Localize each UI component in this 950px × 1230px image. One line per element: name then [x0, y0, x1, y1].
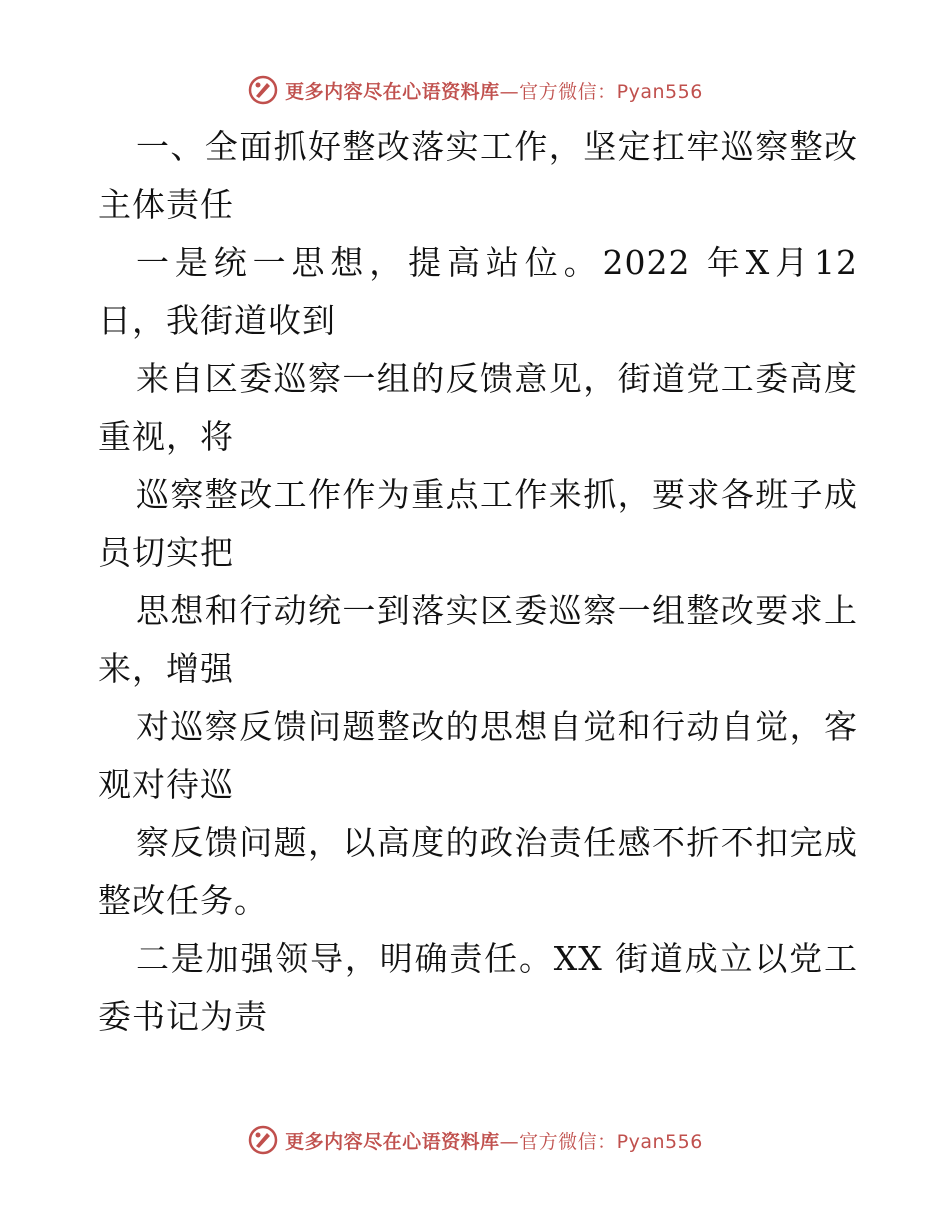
- header-banner-separator: —: [499, 80, 520, 103]
- footer-banner-brand: 更多内容尽在心语资料库: [285, 1130, 500, 1153]
- body-paragraph: 对巡察反馈问题整改的思想自觉和行动自觉，客观对待巡: [98, 707, 858, 804]
- footer-watermark-banner: [0, 1120, 950, 1160]
- footer-banner-separator: —: [499, 1130, 520, 1153]
- body-paragraph: 来自区委巡察一组的反馈意见，街道党工委高度重视，将: [98, 359, 858, 456]
- body-paragraph: 一是统一思想，提高站位。2022 年X月12 日，我街道收到: [98, 243, 858, 340]
- footer-banner-text: [285, 1127, 703, 1154]
- footer-banner-wechat: 官方微信：Pyan556: [519, 1130, 703, 1153]
- body-paragraph: 思想和行动统一到落实区委巡察一组整改要求上来，增强: [98, 591, 858, 688]
- header-banner-brand: 更多内容尽在心语资料库: [285, 80, 500, 103]
- body-paragraph: 察反馈问题，以高度的政治责任感不折不扣完成整改任务。: [98, 823, 858, 920]
- brand-logo-icon: [247, 1124, 279, 1156]
- body-paragraph: 巡察整改工作作为重点工作来抓，要求各班子成员切实把: [98, 475, 858, 572]
- header-watermark-banner: [0, 70, 950, 110]
- brand-logo-icon: [247, 74, 279, 106]
- header-banner-wechat: 官方微信：Pyan556: [519, 80, 703, 103]
- section-heading: 一、全面抓好整改落实工作，坚定扛牢巡察整改主体责任: [98, 127, 858, 224]
- header-banner-text: [285, 77, 703, 104]
- document-body: [98, 118, 858, 1046]
- body-paragraph: 二是加强领导，明确责任。XX 街道成立以党工委书记为责: [98, 939, 858, 1036]
